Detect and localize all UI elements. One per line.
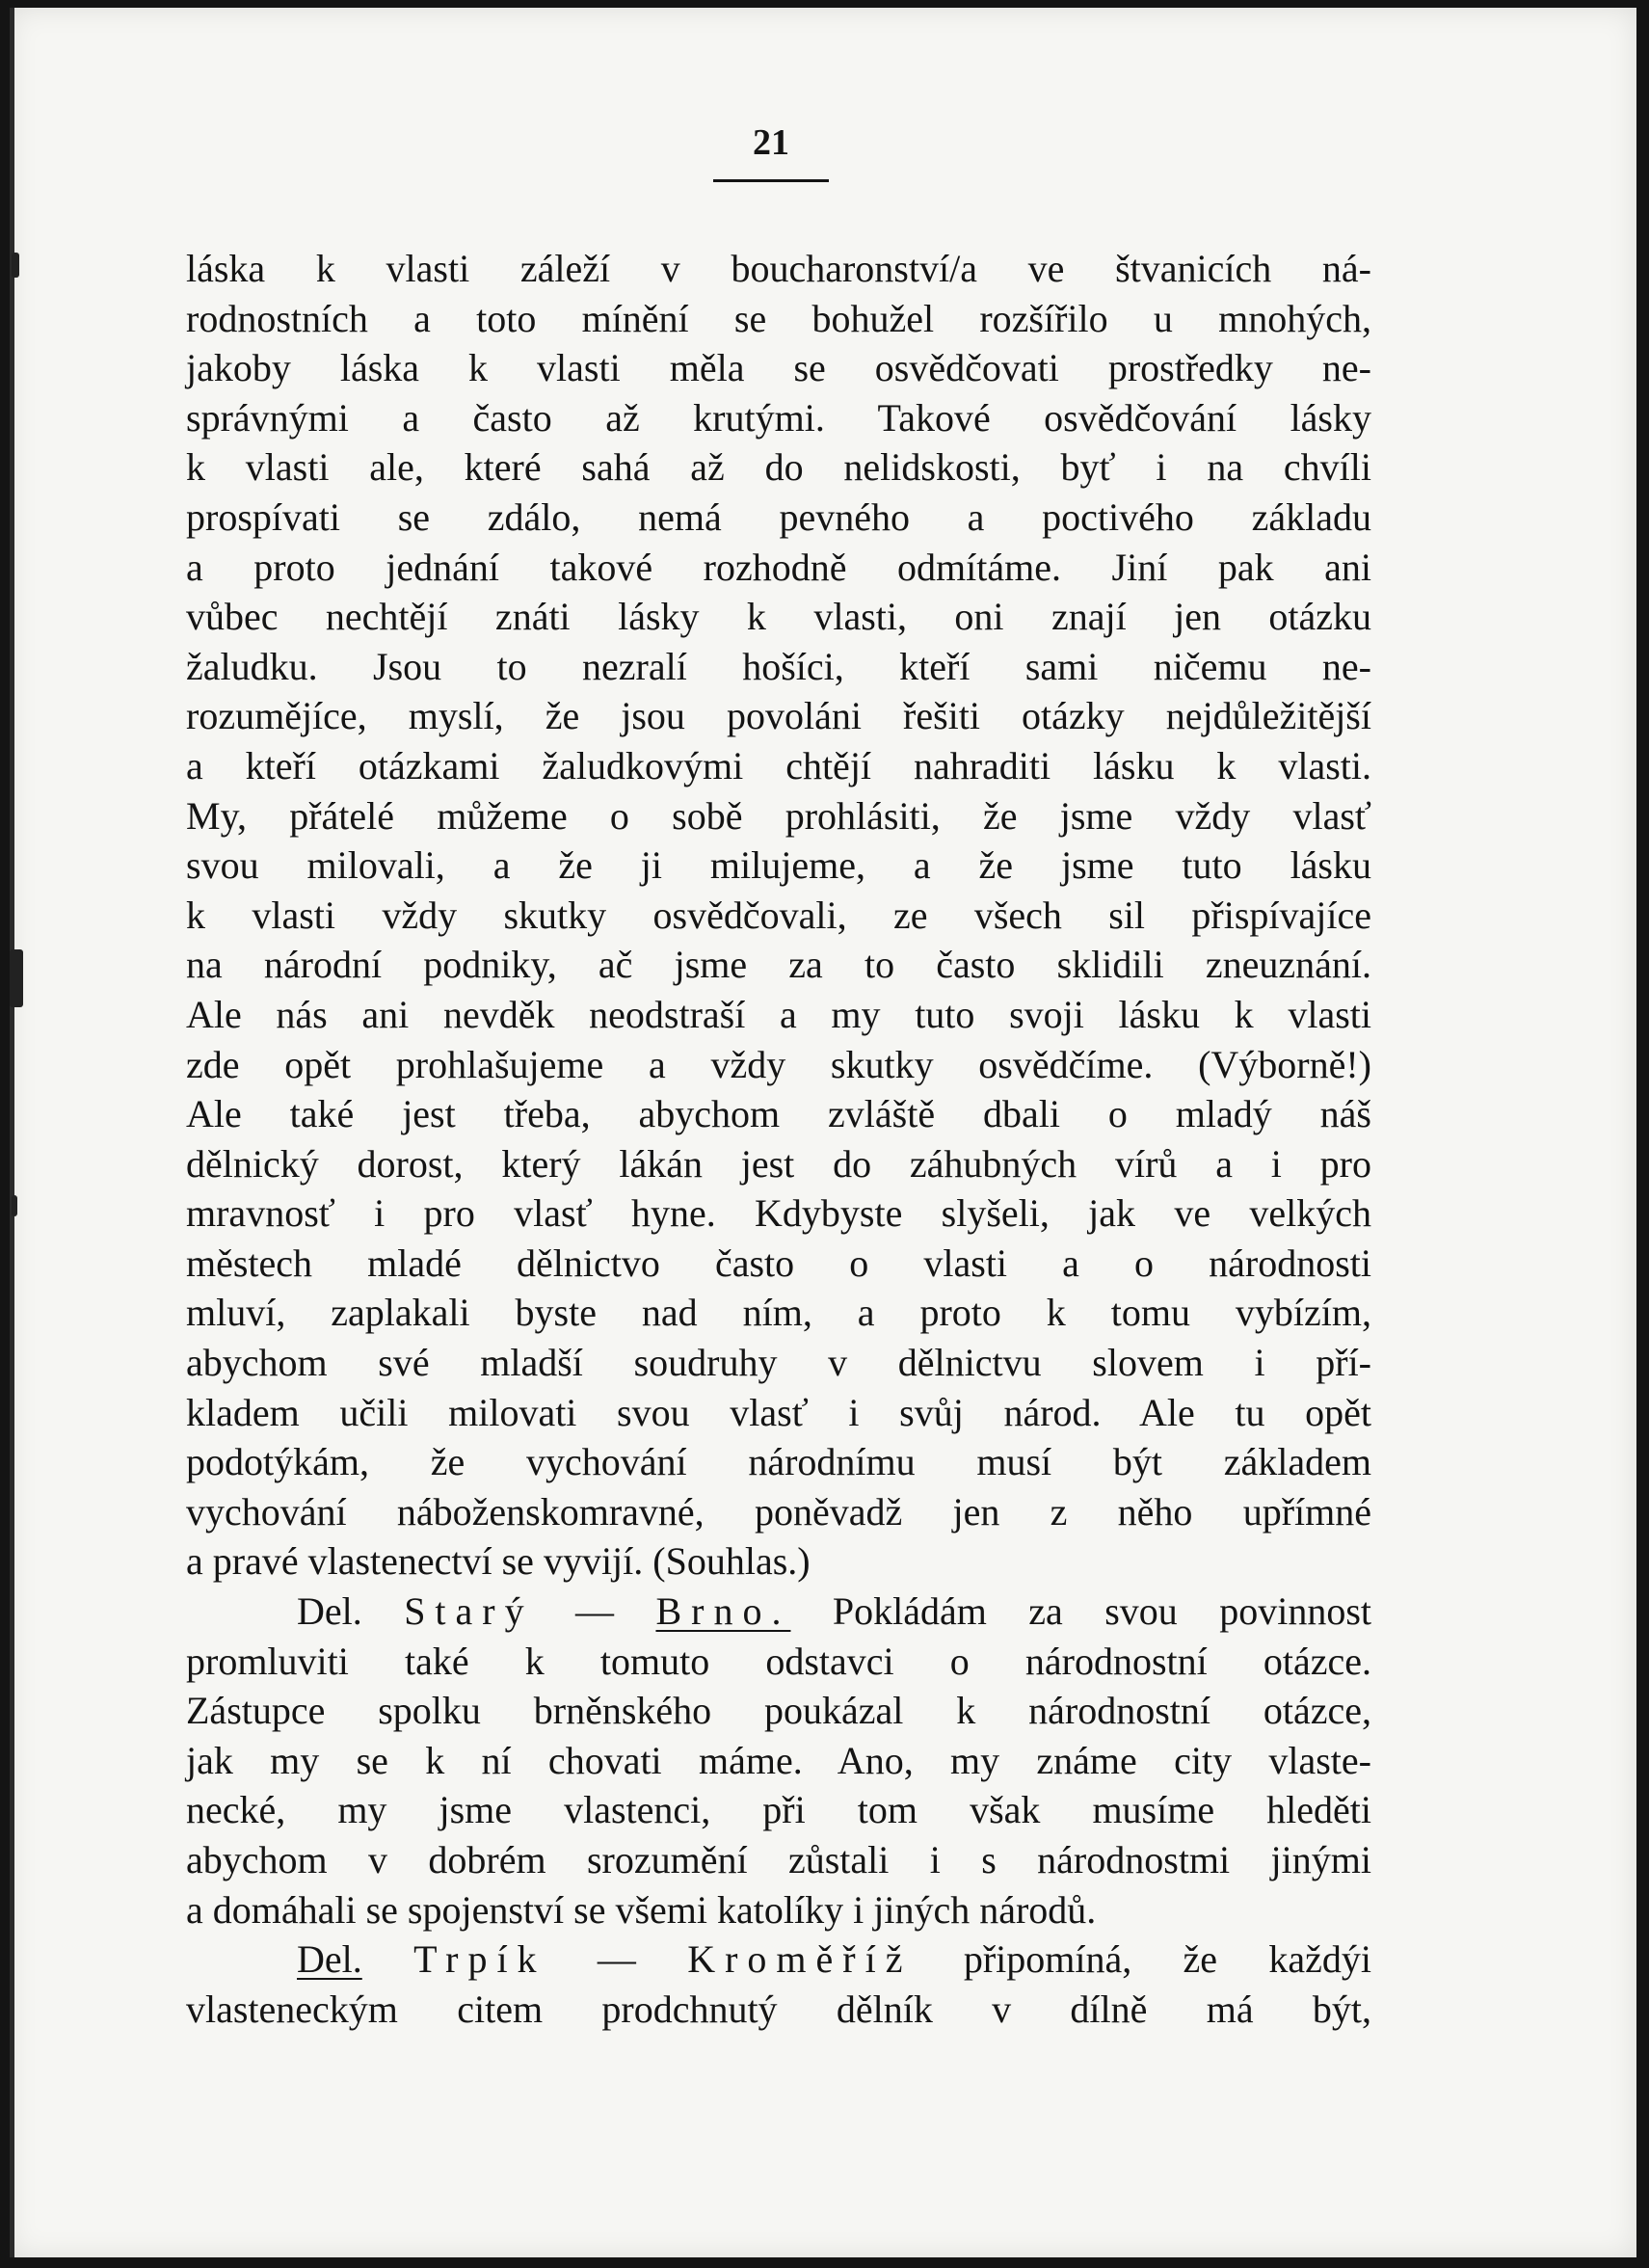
page-number: 21 — [753, 122, 789, 163]
dash: — — [597, 1937, 636, 1982]
text-line: vlasteneckým citem prodchnutý dělník v dílně má být, — [186, 1987, 1371, 2031]
text-line: zde opět prohlašujeme a vždy skutky osvědčíme. (Výborně!) — [186, 1042, 1371, 1086]
text-line: Pokládám za svou povinnost — [832, 1589, 1371, 1634]
delegate-abbrev: Del. — [297, 1589, 362, 1634]
text-line: Zástupce spolku brněnského poukázal k národnostní otázce, — [186, 1689, 1371, 1733]
page-number-rule — [713, 179, 829, 182]
text-line: rozumějíce, myslí, že jsou povoláni řešiti otázky nejdůležitější — [186, 694, 1371, 738]
text-line: abychom v dobrém srozumění zůstali i s národnostmi jinými — [186, 1838, 1371, 1881]
text-line: připomíná, že každýi — [963, 1937, 1372, 1982]
text-line: prospívati se zdálo, nemá pevného a poctivého základu — [186, 494, 1371, 539]
text-line: a pravé vlastenectví se vyvijí. (Souhlas.) — [186, 1539, 811, 1584]
text-line: abychom své mladší soudruhy v dělnictvu slovem i pří- — [186, 1341, 1371, 1385]
text-line: na národní podniky, ač jsme za to často sklidili zneuznání. — [186, 943, 1371, 987]
dash: — — [575, 1589, 615, 1634]
margin-mark — [12, 1195, 17, 1216]
body-text — [186, 244, 1371, 2034]
text-line: svou milovali, a že ji milujeme, a že jsme tuto lásku — [186, 843, 1371, 888]
text-line: a kteří otázkami žaludkovými chtějí nahraditi lásku k vlasti. — [186, 743, 1371, 787]
text-line: a proto jednání takové rozhodně odmítáme. Jiní pak ani — [186, 545, 1371, 589]
speaker-name: Starý — [404, 1589, 534, 1634]
text-line: Ale také jest třeba, abychom zvláště dbali o mladý náš — [186, 1092, 1371, 1136]
text-line: vůbec nechtějí znáti lásky k vlasti, oni znají jen otázku — [186, 595, 1371, 639]
text-line: podotýkám, že vychování národnímu musí být základem — [186, 1440, 1371, 1484]
text-line: jakoby láska k vlasti měla se osvědčovati prostředky ne- — [186, 346, 1371, 390]
delegate-abbrev: Del. — [297, 1937, 362, 1982]
text-line: jak my se k ní chovati máme. Ano, my známe city vlaste- — [186, 1738, 1371, 1782]
text-line: promluviti také k tomuto odstavci o národnostní otázce. — [186, 1639, 1371, 1683]
text-line: žaludku. Jsou to nezralí hošíci, kteří sami ničemu ne- — [186, 644, 1371, 688]
text-line: My, přátelé můžeme o sobě prohlásiti, že jsme vždy vlasť — [186, 793, 1371, 838]
speaker-city: Brno. — [655, 1589, 791, 1634]
speaker-paragraph-start — [186, 1934, 1371, 1985]
text-line: kladem učili milovati svou vlasť i svůj národ. Ale tu opět — [186, 1390, 1371, 1434]
page-left-edge — [10, 8, 14, 2257]
text-line: mravnosť i pro vlasť hyne. Kdybyste slyšeli, jak ve velkých — [186, 1191, 1371, 1236]
margin-mark — [12, 253, 19, 278]
text-line: vychování náboženskomravné, poněvadž jen z něho upřímné — [186, 1489, 1371, 1534]
text-line: k vlasti vždy skutky osvědčovali, ze všech sil přispívajíce — [186, 893, 1371, 937]
text-line: dělnický dorost, který lákán jest do záhubných vírů a i pro — [186, 1141, 1371, 1186]
speaker-city: Kroměříž — [687, 1937, 913, 1982]
margin-mark — [10, 949, 23, 1007]
speaker-paragraph-start — [186, 1587, 1371, 1637]
text-line: láska k vlasti záleží v boucharonství/a ve štvanicích ná- — [186, 247, 1371, 290]
speaker-name: Trpík — [413, 1937, 546, 1982]
text-line: mluví, zaplakali byste nad ním, a proto k tomu vybízím, — [186, 1291, 1371, 1335]
text-line: rodnostních a toto mínění se bohužel rozšířilo u mnohých, — [186, 296, 1371, 340]
text-line: správnými a často až krutými. Takové osvědčování lásky — [186, 395, 1371, 440]
text-line: necké, my jsme vlastenci, při tom však musíme hleděti — [186, 1788, 1371, 1832]
text-line: k vlasti ale, které sahá až do nelidskosti, byť i na chvíli — [186, 445, 1371, 490]
text-line: městech mladé dělnictvo často o vlasti a o národnosti — [186, 1241, 1371, 1285]
text-line: a domáhali se spojenství se všemi katolíky i jiných národů. — [186, 1887, 1097, 1932]
text-line: Ale nás ani nevděk neodstraší a my tuto svoji lásku k vlasti — [186, 992, 1371, 1036]
